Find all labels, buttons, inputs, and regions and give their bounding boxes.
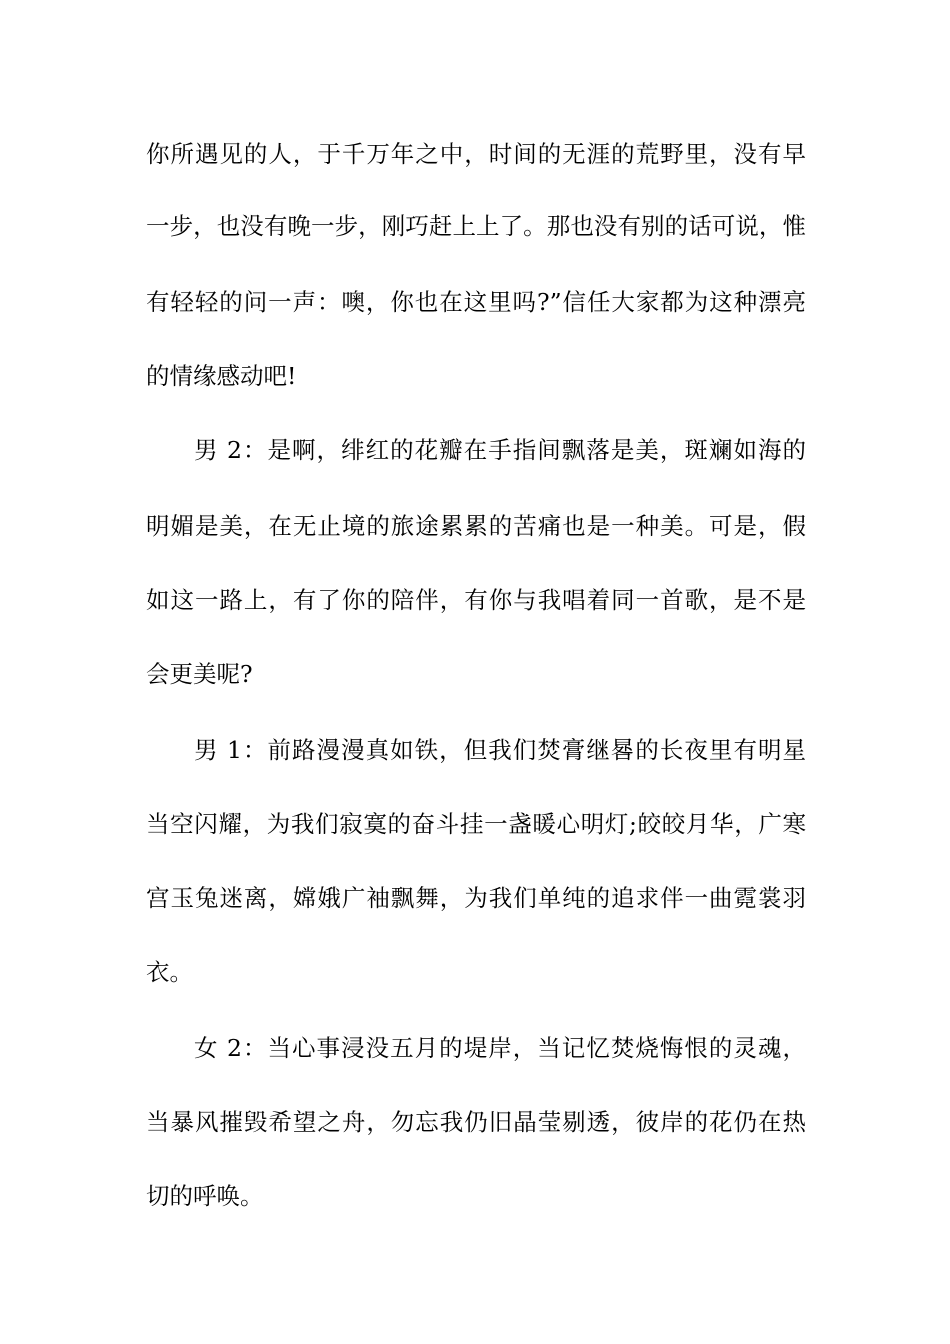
text-line: 的情缘感动吧! — [146, 362, 297, 390]
text-line: 当空闪耀，为我们寂寞的奋斗挂一盏暖心明灯;皎皎月华，广寒 — [146, 810, 806, 838]
text-line: 衣。 — [146, 958, 193, 986]
text-line: 会更美呢? — [146, 660, 253, 688]
text-line: 如这一路上，有了你的陪伴，有你与我唱着同一首歌，是不是 — [146, 586, 806, 614]
text-line: 一步，也没有晚一步，刚巧赶上上了。那也没有别的话可说，惟 — [146, 212, 806, 240]
text-line: 男 1：前路漫漫真如铁，但我们焚膏继晷的长夜里有明星 — [194, 736, 806, 764]
text-line: 当暴风摧毁希望之舟，勿忘我仍旧晶莹剔透，彼岸的花仍在热 — [146, 1108, 806, 1136]
text-line: 男 2：是啊，绯红的花瓣在手指间飘落是美，斑斓如海的 — [194, 436, 806, 464]
text-line: 切的呼唤。 — [146, 1182, 264, 1210]
text-line: 女 2：当心事浸没五月的堤岸，当记忆焚烧悔恨的灵魂， — [194, 1034, 806, 1062]
text-line: 宫玉兔迷离，嫦娥广袖飘舞，为我们单纯的追求伴一曲霓裳羽 — [146, 884, 806, 912]
text-line: 有轻轻的问一声：噢，你也在这里吗?”信任大家都为这种漂亮 — [146, 288, 806, 316]
text-line: 你所遇见的人，于千万年之中，时间的无涯的荒野里，没有早 — [146, 140, 806, 168]
text-line: 明媚是美，在无止境的旅途累累的苦痛也是一种美。可是，假 — [146, 512, 806, 540]
